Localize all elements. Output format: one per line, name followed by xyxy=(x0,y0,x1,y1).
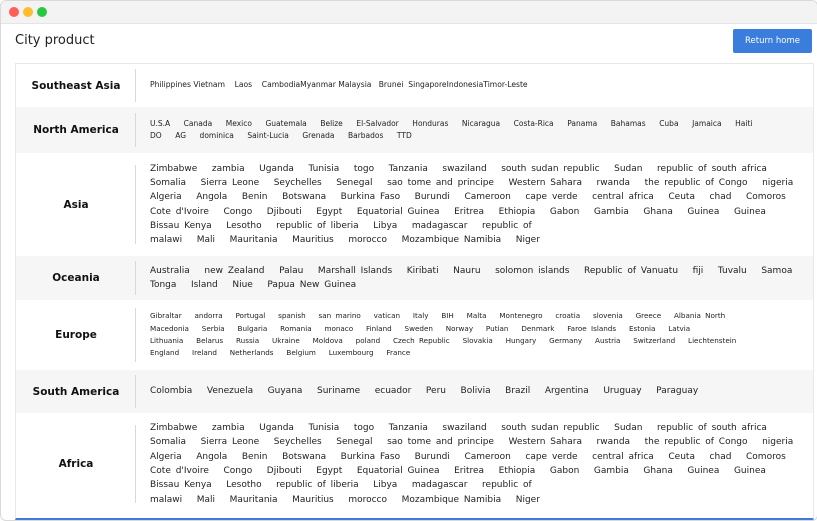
table-row xyxy=(16,413,813,515)
country-text: Colombia Venezuela Guyana Suriname ecuador Peru Bolivia Brazil Argentina Uruguay Paraguay xyxy=(150,386,699,397)
region-table xyxy=(15,63,814,520)
country-text: Philippines Vietnam Laos CambodiaMyanmar Malaysia Brunei SingaporeIndonesiaTimor-Leste xyxy=(150,80,528,90)
country-text: Zimbabwe zambia Uganda Tunisia togo Tanzania swaziland south sudan republic Sudan republic of south africa Somalia Sierra Leone Seychelles Senegal sao tome and principe Western Sahara rwanda the republic of Congo nigeria Algeria Angola Benin Botswana Burkina Faso Burundi Cameroon cape verde central africa Ceuta chad Comoros Cote d'Ivoire Congo Djibouti Egypt Equatorial Guinea Eritrea Ethiopia Gabon Gambia Ghana Guinea Guinea Bissau Kenya Lesotho republic of liberia Libya madagascar republic of malawi Mali Mauritania Mauritius morocco Mozambique Namibia Niger xyxy=(150,163,794,246)
country-list xyxy=(136,107,813,153)
region-label: Africa xyxy=(16,413,136,515)
table-row xyxy=(16,256,813,300)
country-list xyxy=(136,64,813,107)
return-home-button[interactable]: Return home xyxy=(733,29,812,53)
country-list xyxy=(136,370,813,413)
country-text: Zimbabwe zambia Uganda Tunisia togo Tanzania swaziland south sudan republic Sudan republic of south africa Somalia Sierra Leone Seychelles Senegal sao tome and principe Western Sahara rwanda the republic of Congo nigeria Algeria Angola Benin Botswana Burkina Faso Burundi Cameroon cape verde central africa Ceuta chad Comoros Cote d'Ivoire Congo Djibouti Egypt Equatorial Guinea Eritrea Ethiopia Gabon Gambia Ghana Guinea Guinea Bissau Kenya Lesotho republic of liberia Libya madagascar republic of malawi Mali Mauritania Mauritius morocco Mozambique Namibia Niger xyxy=(150,423,794,505)
table-row xyxy=(16,370,813,413)
country-list xyxy=(136,153,813,256)
page-title: City product xyxy=(15,33,95,48)
country-text: Australia new Zealand Palau Marshall Islands Kiribati Nauru solomon islands Republic of Vanuatu fiji Tuvalu Samoa Tonga Island Niue Papua New Guinea xyxy=(150,265,793,290)
region-label: North America xyxy=(16,107,136,153)
table-row xyxy=(16,107,813,153)
country-list xyxy=(136,413,813,515)
table-row xyxy=(16,153,813,256)
minimize-window-icon[interactable] xyxy=(23,7,33,17)
maximize-window-icon[interactable] xyxy=(37,7,47,17)
region-label: Europe xyxy=(16,300,136,370)
table-row xyxy=(16,64,813,107)
country-list xyxy=(136,256,813,300)
close-window-icon[interactable] xyxy=(9,7,19,17)
region-label: Asia xyxy=(16,153,136,256)
title-bar xyxy=(1,1,817,24)
country-list xyxy=(136,300,813,370)
region-label: Southeast Asia xyxy=(16,64,136,107)
region-label: South America xyxy=(16,370,136,413)
country-text: Gibraltar andorra Portugal spanish san marino vatican Italy BIH Malta Montenegro croatia slovenia Greece Albania North Macedonia Serbia Bulgaria Romania monaco Finland Sweden Norway Putian Denmark Faroe Islands Estonia Latvia Lithuania Belarus Russia Ukraine Moldova poland Czech Republic Slovakia Hungary Germany Austria Switzerland Liechtenstein England Ireland Netherlands Belgium Luxembourg France xyxy=(150,311,737,358)
table-row xyxy=(16,300,813,370)
region-label: Oceania xyxy=(16,256,136,300)
page-header xyxy=(1,24,817,62)
country-text: U.S.A Canada Mexico Guatemala Belize El-Salvador Honduras Nicaragua Costa-Rica Panama Bahamas Cuba Jamaica Haiti DO AG dominica Saint-Lucia Grenada Barbados TTD xyxy=(150,118,753,140)
